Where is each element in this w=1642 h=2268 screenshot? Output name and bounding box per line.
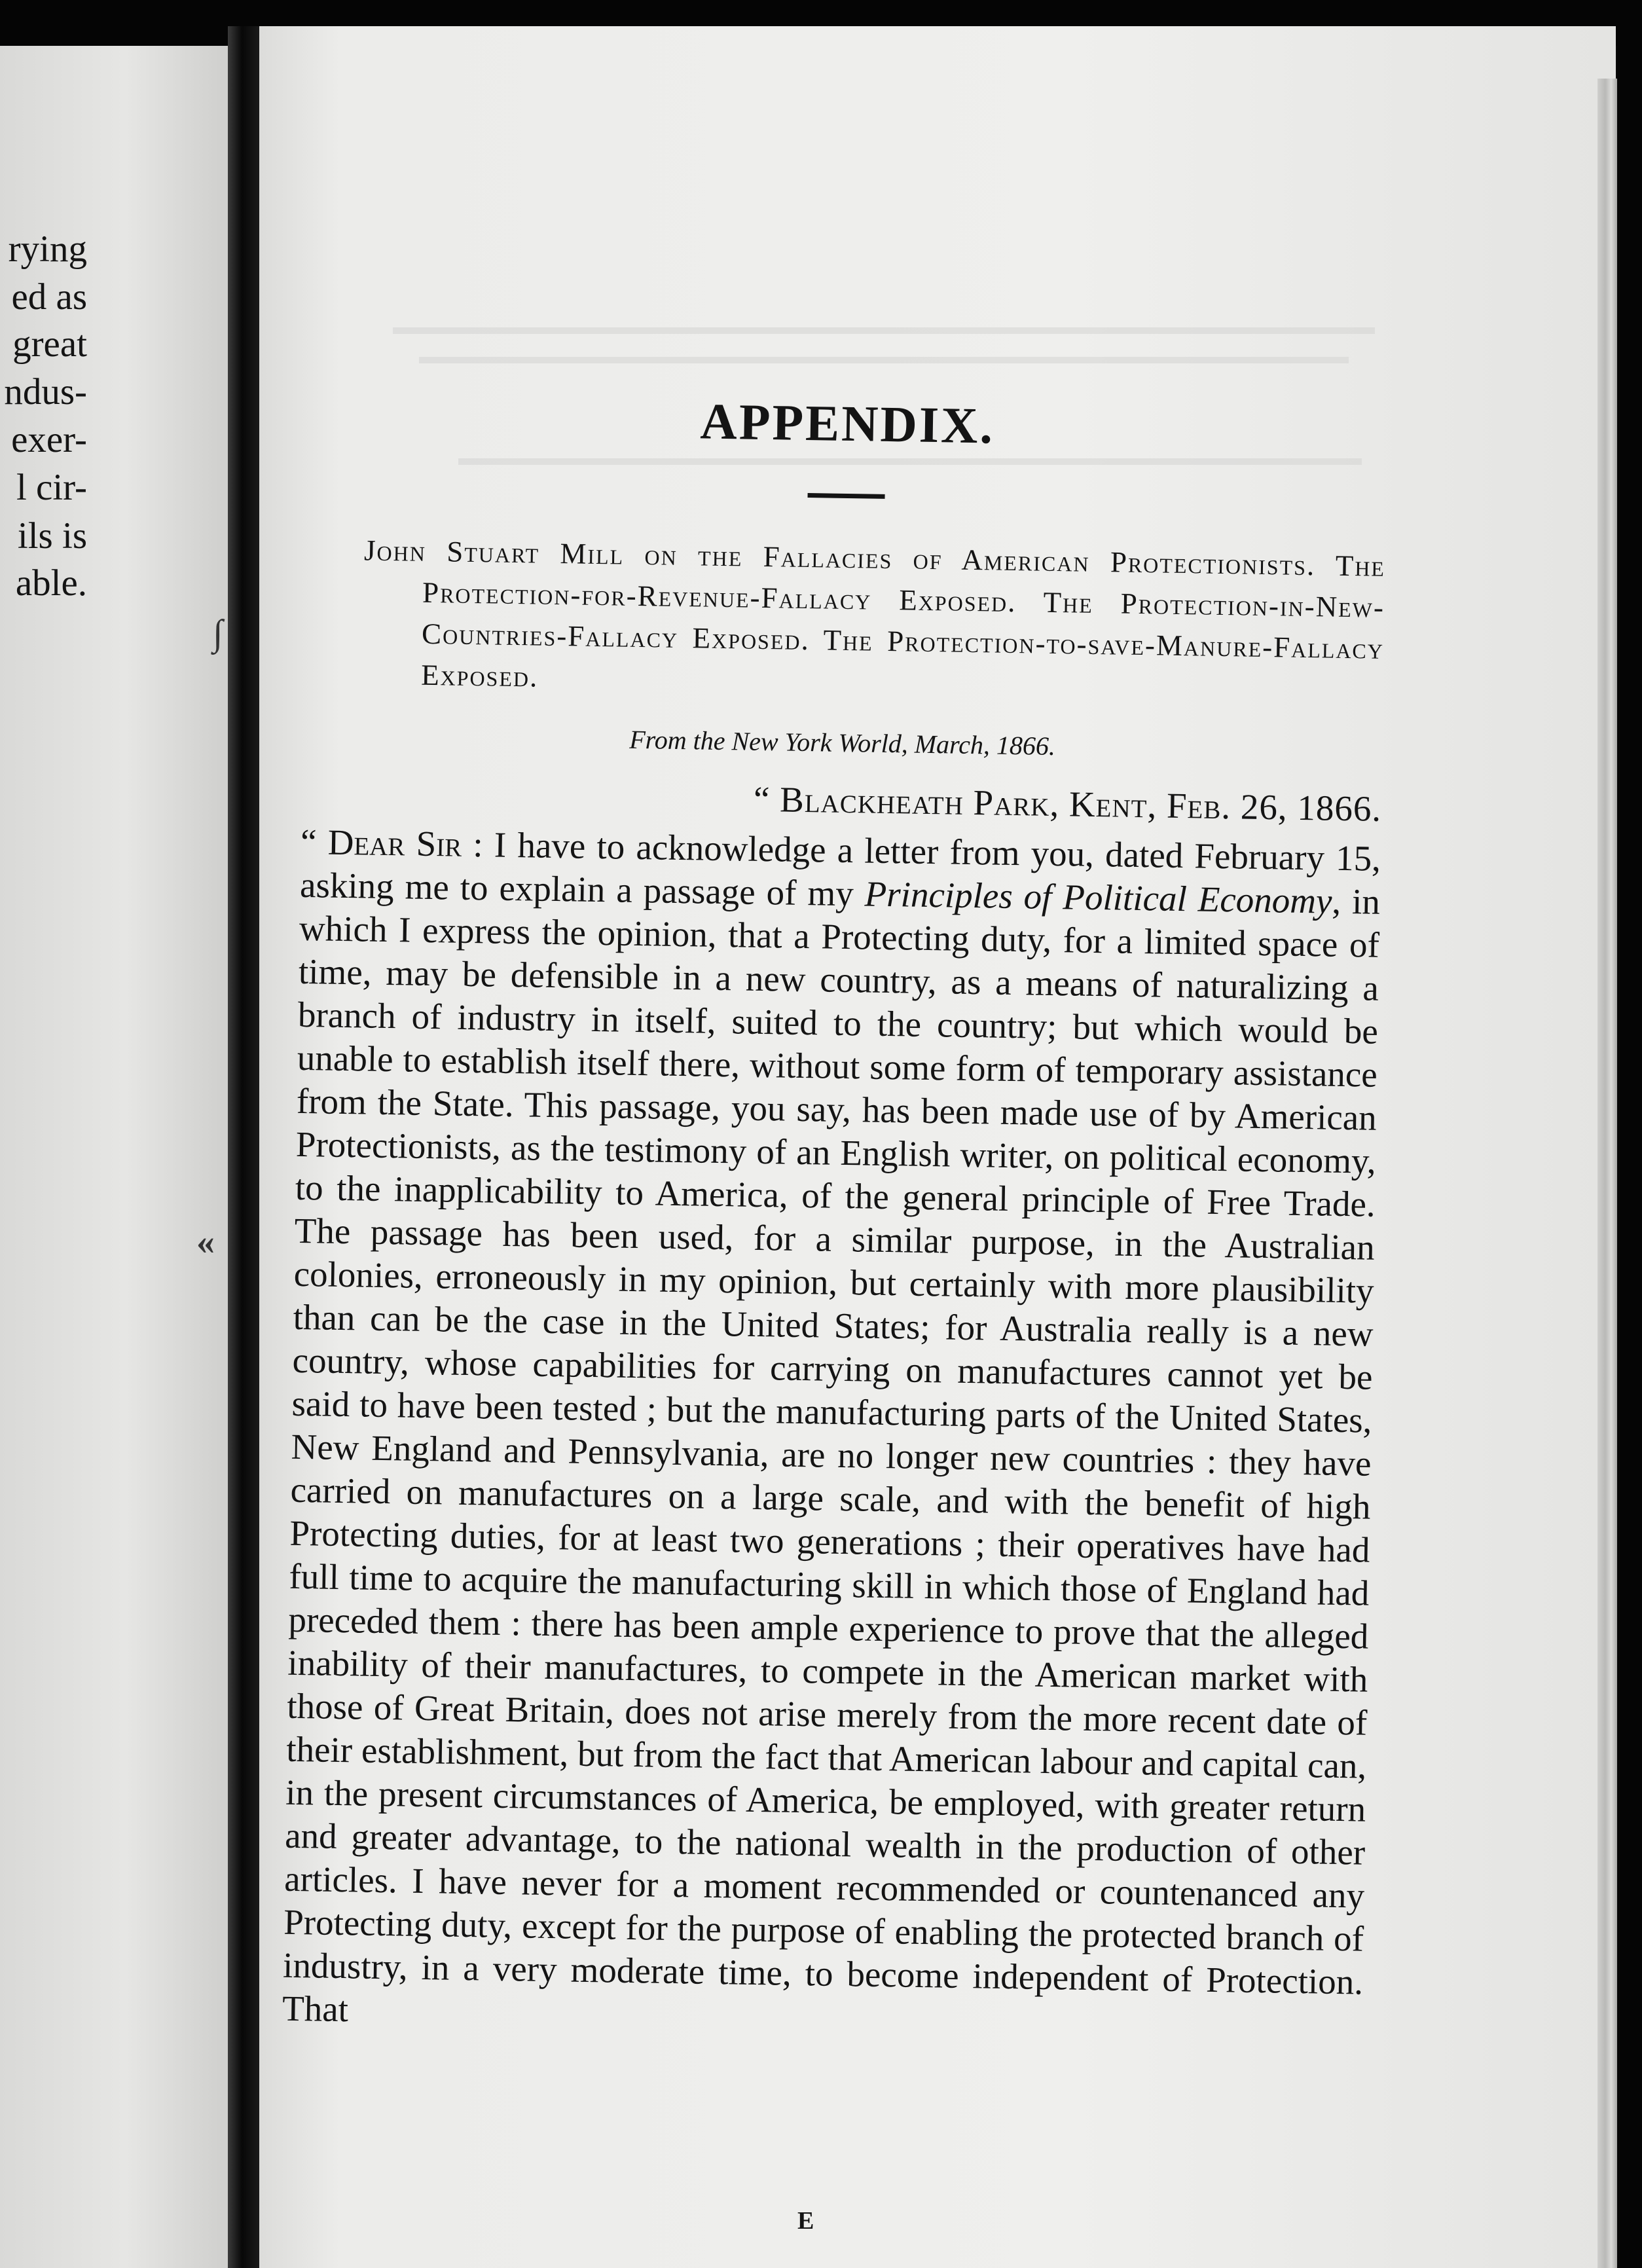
- left-page-fragment: great: [12, 323, 87, 365]
- page-edge: [1597, 79, 1617, 2268]
- left-page-fragment: ed as: [11, 276, 87, 318]
- bleed-through-line: [393, 327, 1375, 334]
- book-gutter: [228, 26, 259, 2268]
- page-signature-mark: E: [797, 2207, 814, 2235]
- appendix-title: APPENDIX.: [699, 392, 995, 454]
- scan-right-border: [1617, 0, 1642, 2268]
- left-page-fragment: ndus-: [4, 371, 87, 412]
- left-page-fragment: able.: [15, 562, 87, 604]
- left-page-fragment: l cir-: [16, 467, 87, 508]
- letter-body: [282, 820, 1381, 2047]
- binding-mark: «: [196, 1222, 215, 1262]
- left-page-fragment: rying: [8, 229, 87, 270]
- letter-dateline: “ Blackheath Park, Kent, Feb. 26, 1866.: [753, 778, 1382, 829]
- binding-mark: ∫: [213, 613, 223, 653]
- title-rule: [808, 493, 885, 499]
- appendix-subtitle: John Stuart Mill on the Fallacies of American Protectionists. The Protection-for-Revenue-Fallacy Exposed. The Protection-in-New-Countries-Fallacy Exposed. The Protection-to-save-Manure-Fallacy Exposed.: [363, 534, 1386, 693]
- source-citation: From the New York World, March, 1866.: [629, 724, 1056, 761]
- left-page-fragment: exer-: [11, 419, 87, 460]
- letter-body-rest: , in which I express the opinion, that a Protecting duty, for a limited space of time, may be defensible in a new country, as a means of naturalizing a branch of industry in itself, suited to the country; but which would be unable to establish itself there, without some form of temporary assistance from the State. This passage, you say, has been made use of by American Protectionists, as the testimony of an English writer, on political economy, to the inapplicability to America, of the general principle of Free Trade. The passage has been used, for a similar purpose, in the Australian colonies, erroneously in my opinion, but certainly with more plausibility than can be the case in the United States; for Australia really is a new country, whose capabilities for carrying on manufactures cannot yet be said to have been tested ; but the manufacturing parts of the United States, New England and Pennsylvania, are no longer new countries : they have carried on manufactures on a large scale, and with the benefit of high Protecting duties, for at least two generations ; their operatives have had full time to acquire the manufacturing skill in which those of England had preceded them : there has been ample experience to prove that the alleged inability of their manufactures, to compete in the American market with those of Great Britain, does not arise merely from the more recent date of their establishment, but from the fact that American labour and capital can, in the present circumstances of America, be employed, with greater return and greater advantage, to the national wealth in the production of other articles. I have never for a moment recommended or countenanced any Protecting duty, except for the purpose of enabling the protected branch of industry, in a very moderate time, to become independent of Protection. That: [282, 881, 1381, 2030]
- letter-salutation: “ Dear Sir :: [300, 821, 484, 865]
- appendix-page-content: [282, 390, 1388, 2047]
- bleed-through-line: [419, 357, 1349, 363]
- letter-body-intro: I have to acknowledge a letter from you, dated February 15, asking me to explain a passage of my: [299, 824, 1381, 914]
- left-page-fragment: ils is: [17, 515, 87, 557]
- book-title: Principles of Political Economy: [864, 873, 1332, 921]
